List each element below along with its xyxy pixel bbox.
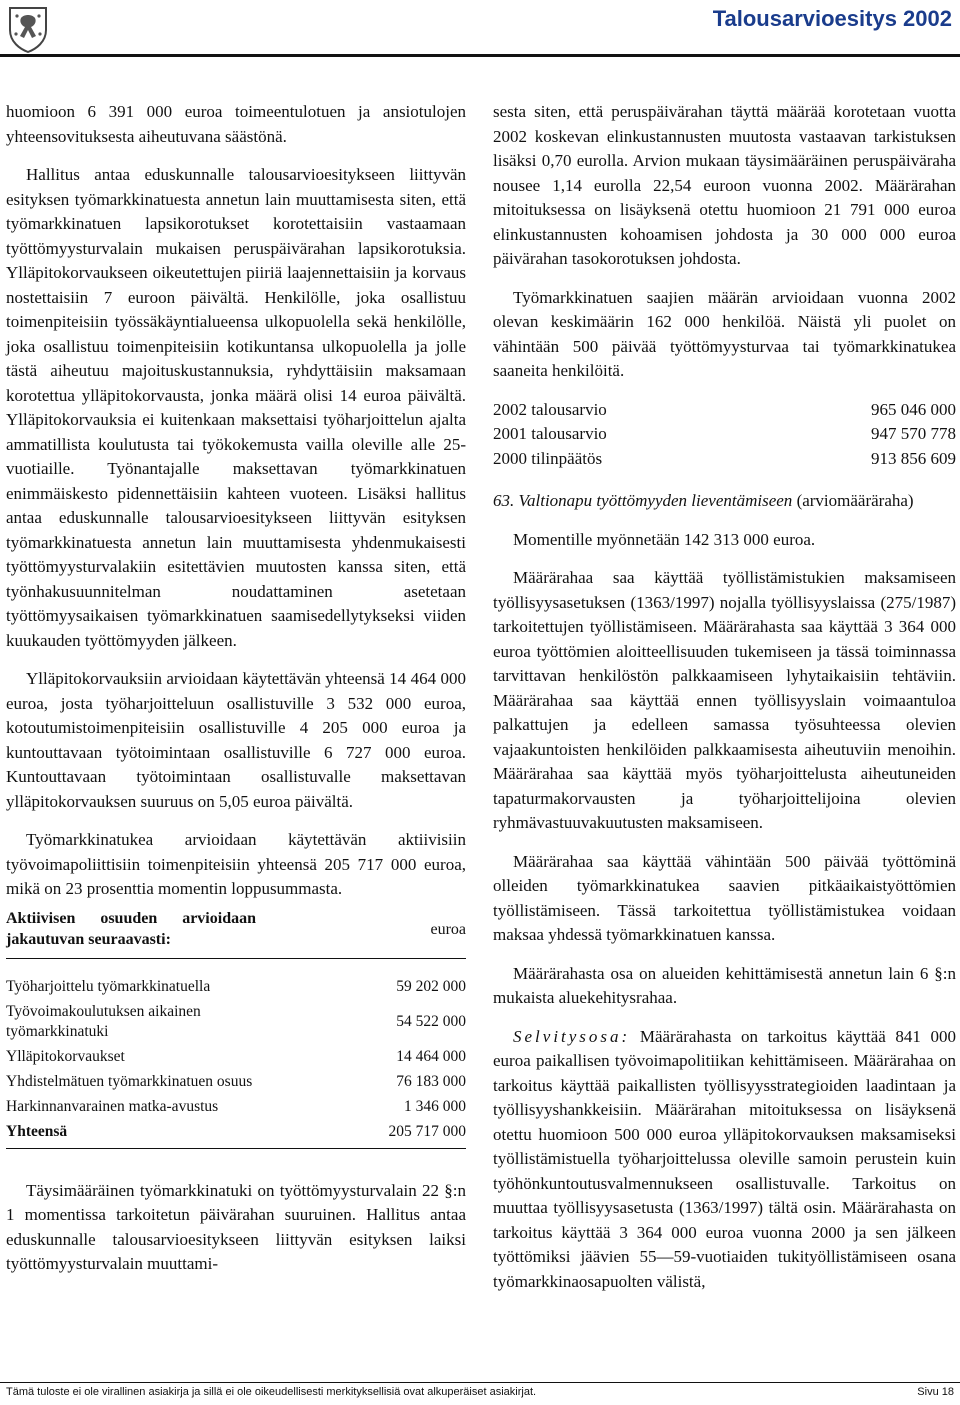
allocation-table-unit: euroa bbox=[430, 920, 466, 938]
right-paragraph-5: Määrärahaa saa käyttää vähintään 500 päivää työttöminä olleiden työmarkkinatukea saavien pitkäaikaistyöttömien työllistämiseen. Tässä tarkoitettua työllistämistukea voidaan maksaa yhdessä työmarkkinatuen kanssa. bbox=[493, 851, 956, 944]
table-total-label: Yhteensä bbox=[6, 1123, 68, 1140]
header-title: Talousarvioesitys 2002 bbox=[712, 6, 952, 31]
selvitysosa-text: Määrärahasta on tarkoitus käyttää 841 000 euroa paikallisen työvoimapolitiikan kehittämiseen. Määrärahaa on tarkoitus käyttää paikallisten työllisyysstrategioiden laadintaan ja työllisyyshankkeisiin. Määrärahan mitoituksessa on lisäyksenä otettu huomioon 500 000 euroa ylläpitokorvauksen maksamiseksi työllistämistuella työharjoittelussa oleville samoin perustein kuin työhönkuntoutusvalmennukseen osallistuvalle. Tarkoitus on muuttaa työllisyysasetusta (1363/1997) tältä osin. Määrärahasta on tarkoitus käyttää 3 364 000 euroa vuonna 2000 ja sen jälkeen työttömiksi jäävien 55—59-vuotiaiden tukityöllistämiseen osana työmarkkinaosapuolten välistä, bbox=[493, 1026, 957, 1291]
table-rule-bottom bbox=[6, 1148, 466, 1149]
section-heading bbox=[493, 489, 956, 514]
footer-disclaimer: Tämä tuloste ei ole virallinen asiakirja ja sillä ei ole oikeudellisesti merkityksellisiä ovat alkuperäiset asiakirjat. bbox=[6, 1386, 537, 1398]
table-rule-top bbox=[6, 958, 466, 959]
allocation-table bbox=[6, 975, 466, 1145]
left-paragraph-4: Työmarkkinatukea arvioidaan käytettävän aktiivisiin työvoimapoliittisiin toimenpiteisiin yhteensä 205 717 000 euroa, mikä on 23 prosenttia momentin loppusummasta. bbox=[6, 830, 466, 898]
table-row-label: Ylläpitokorvaukset bbox=[6, 1048, 125, 1065]
coat-of-arms-logo bbox=[4, 4, 52, 54]
budget-row bbox=[493, 398, 956, 423]
table-row-value: 54 522 000 bbox=[396, 1013, 466, 1030]
table-row bbox=[6, 1095, 466, 1120]
table-total-row bbox=[6, 1120, 466, 1145]
left-paragraph-2: Hallitus antaa eduskunnalle talousarvioesitykseen liittyvän esityksen työmarkkinatuesta annetun lain muuttamisesta siten, että työmarkkinatuen lapsikorotukset korotettaisiin vastaamaan työttömyysturvalain mukaisen peruspäivärahan lapsikorotuksia. Ylläpitokorvaukseen oikeutettujen piiriä laajennettaisiin ja korvaus nostettaisiin 7 euroon päivältä. Henkilölle, joka osallistuu toimenpiteisiin työssäkäyntialueensa ulkopuolella sekä henkilölle, joka osallistuu toimenpiteisiin kotikuntansa ulkopuolella ja jolle tästä aiheutuu majoituskustannuksia, ryhdyttäisiin maksamaan korotettua ylläpitokorvausta, jonka määrä olisi 14 euroa päivältä. Ylläpitokorvauksia ei kuitenkaan maksettaisi työharjoittelun ajalta ammatillista koulutusta tai työkokemusta vailla oleville alle 25-vuotiaille. Työnantajalle maksettavan työmarkkinatuen enimmäiskesto pidennettäisiin kahteen vuoteen. Lisäksi hallitus antaa eduskunnalle talousarvioesitykseen liittyvän esityksen työmarkkinatuesta annetun lain muuttamisesta yhdenmukaisesti työttömyysturvalakiin esitettävien muutosten kanssa siten, että työnhakusuunnitelman noudattaminen asetetaan työttömyysaikaisen työmarkkinatuen saamisedellytykseksi viiden kuukauden työttömyyden jälkeen. bbox=[6, 165, 466, 650]
right-paragraph-6: Määrärahasta osa on alueiden kehittämisestä annetun lain 6 §:n mukaista aluekehitysrahaa. bbox=[493, 963, 956, 1007]
budget-row-value: 965 046 000 bbox=[871, 399, 956, 419]
right-paragraph-3: Momentille myönnetään 142 313 000 euroa. bbox=[513, 529, 816, 549]
right-paragraph-4: Määrärahaa saa käyttää työllistämistukien maksamiseen työllisyysasetuksen (1363/1997) nojalla työllisyyslaissa (275/1987) tarkoitettujen työllistämiseen. Määrärahasta saa käyttää 3 364 000 euroa työttömien aloitteellisuuden tukemiseen ja tässä toiminnassa tarvittavan henkilöstön palkkaamiseen lyhytaikaisiin tehtäviin. Määrärahaa saa käyttää ennen työllisyyslain voimaantuloa palkattujen ja edelleen samassa työsuhteessa olevien vajaakuntoisten henkilöiden palkkaamisesta aiheutuviin menoihin. Määrärahaa saa käyttää myös työharjoittelusta aiheutuneiden tapaturmakorvausten ja työharjoittelijoina olevien ryhmävastuuvakuutusten maksamiseen. bbox=[493, 568, 956, 832]
right-paragraph-7 bbox=[493, 1025, 956, 1295]
selvitysosa-label: Selvitysosa: bbox=[513, 1026, 631, 1046]
table-row-label: Yhdistelmätuen työmarkkinatuen osuus bbox=[6, 1073, 253, 1090]
table-row-label: Harkinnanvarainen matka-avustus bbox=[6, 1098, 219, 1115]
left-paragraph-3: Ylläpitokorvauksiin arvioidaan käytettävän yhteensä 14 464 000 euroa, josta työharjoitteluun osallistuville 3 532 000 euroa, kotoutumistoimenpiteisiin osallistuville 4 205 000 euroa ja kuntouttavaan työtoimintaan osallistuville 6 727 000 euroa. Kuntouttavaan työtoimintaan osallistuvalle maksettavan ylläpitokorvauksen suuruus on 5,05 euroa päivältä. bbox=[6, 669, 466, 811]
budget-row bbox=[493, 422, 956, 447]
budget-row-label: 2001 talousarvio bbox=[493, 424, 607, 443]
table-row-value: 1 346 000 bbox=[404, 1098, 466, 1115]
footer-rule bbox=[0, 1382, 960, 1383]
left-paragraph-5: Täysimääräinen työmarkkinatuki on työttömyysturvalain 22 §:n 1 momentissa tarkoitetun päivärahan suuruinen. Hallitus antaa eduskunnalle talousarvioesitykseen liittyvän esityksen laiksi työttömyysturvalain muuttami- bbox=[6, 1180, 466, 1273]
table-row-label: Työvoimakoulutuksen aikainen työmarkkinatuki bbox=[6, 1003, 201, 1040]
header-rule bbox=[0, 54, 960, 57]
right-paragraph-2: Työmarkkinatuen saajien määrän arvioidaan vuonna 2002 olevan keskimäärin 162 000 henkilöä. Näistä yli puolet on vähintään 500 päivää työttömyysturvaa tai työmarkkinatukea saaneita henkilöitä. bbox=[493, 287, 956, 380]
table-row-value: 14 464 000 bbox=[396, 1048, 466, 1065]
budget-row-value: 913 856 609 bbox=[871, 448, 956, 468]
table-row-label: Työharjoittelu työmarkkinatuella bbox=[6, 978, 211, 995]
table-row bbox=[6, 1070, 466, 1095]
left-column bbox=[6, 100, 466, 1277]
section-suffix: (arviomääräraha) bbox=[796, 491, 914, 510]
table-row bbox=[6, 1000, 466, 1045]
budget-row-label: 2000 tilinpäätös bbox=[493, 448, 603, 468]
table-row bbox=[6, 1045, 466, 1070]
left-paragraph-1: huomioon 6 391 000 euroa toimeentulotuen ja ansiotulojen yhteensovituksesta aiheutuvana säästönä. bbox=[6, 102, 466, 146]
budget-figures bbox=[493, 398, 956, 472]
allocation-table-heading: Aktiivisen osuuden arvioidaan jakautuvan seuraavasti: bbox=[6, 909, 256, 948]
table-row-value: 76 183 000 bbox=[396, 1073, 466, 1090]
page-number: Sivu 18 bbox=[917, 1386, 954, 1398]
table-row-value: 59 202 000 bbox=[396, 978, 466, 995]
section-number: 63. bbox=[493, 491, 515, 510]
allocation-table-header bbox=[6, 908, 466, 950]
footer bbox=[6, 1386, 954, 1398]
table-total-value: 205 717 000 bbox=[388, 1123, 466, 1140]
table-row bbox=[6, 975, 466, 1000]
right-paragraph-1: sesta siten, että peruspäivärahan täyttä määrää korotetaan vuotta 2002 koskevan elinkustannusten muutosta vastaavan tarkistuksen lisäksi 0,70 eurolla. Arvion mukaan täysimääräinen peruspäiväraha nousee 1,14 eurolla 22,54 euroon vuonna 2002. Määrärahan mitoituksessa on lisäyksenä otettu huomioon 21 791 000 euroa elinkustannusten kohoamisen johdosta ja 30 000 000 euroa päivärahan tasokorotuksen johdosta. bbox=[493, 102, 956, 268]
budget-row bbox=[493, 447, 956, 472]
section-title: Valtionapu työttömyyden lieventämiseen bbox=[518, 491, 793, 510]
budget-row-value: 947 570 778 bbox=[871, 424, 956, 443]
right-column bbox=[493, 100, 956, 1294]
budget-row-label: 2002 talousarvio bbox=[493, 399, 607, 419]
